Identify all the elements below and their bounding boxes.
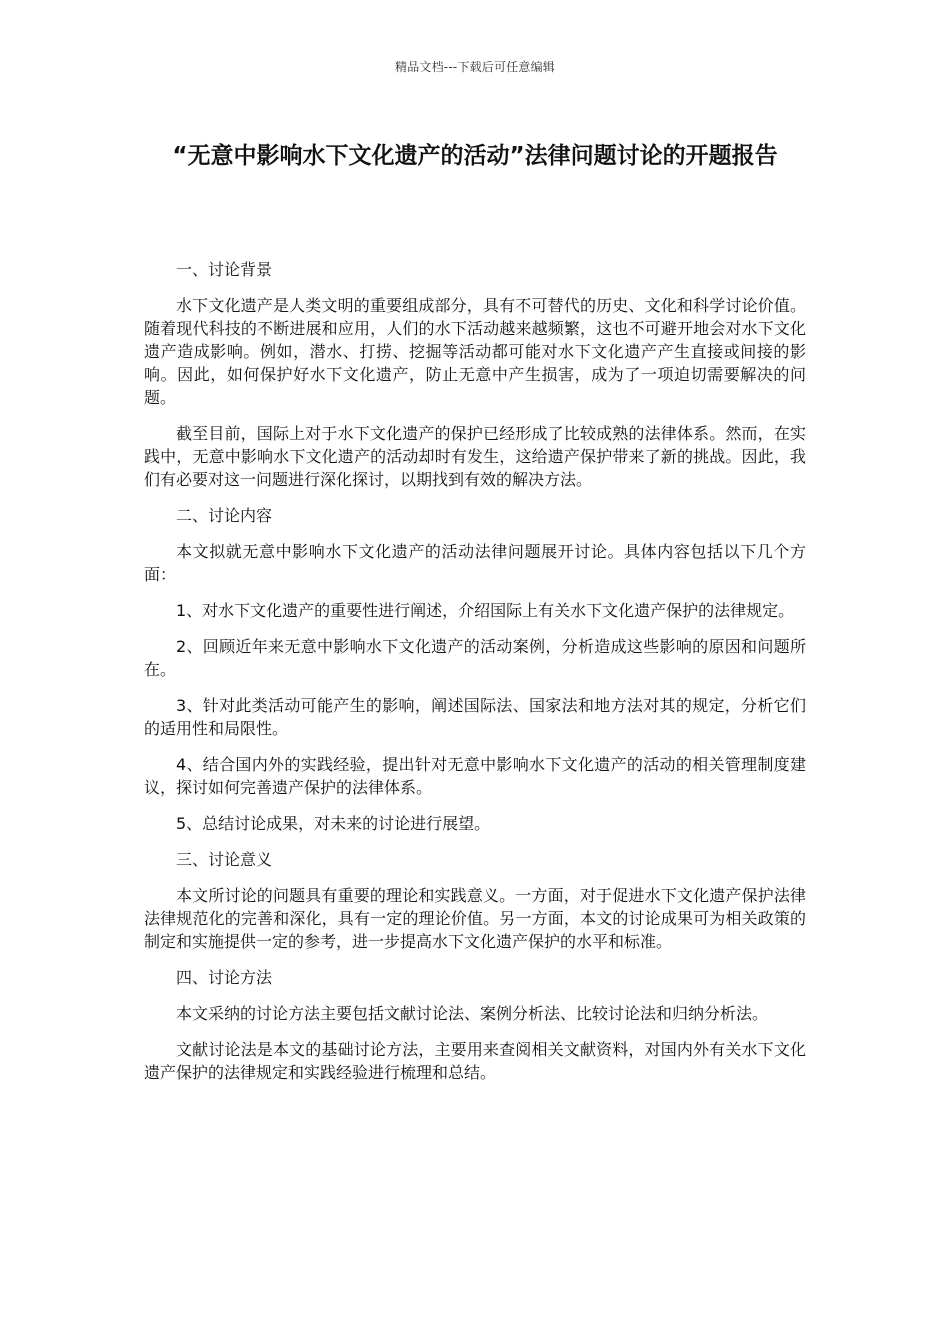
section-heading-significance: 三、讨论意义 xyxy=(176,850,273,869)
paragraph-methods-1: 本文采纳的讨论方法主要包括文献讨论法、案例分析法、比较讨论法和归纳分析法。 xyxy=(176,1004,769,1023)
section-heading-background: 一、讨论背景 xyxy=(176,260,273,279)
header-note: 精品文档---下载后可任意编辑 xyxy=(395,60,555,74)
paragraph-significance: 本文所讨论的问题具有重要的理论和实践意义。一方面，对于促进水下文化遗产保护法律法律规范化的完善和深化，具有一定的理论价值。另一方面，本文的讨论成果可为相关政策的制定和实施提供一定的参考，进一步提高水下文化遗产保护的水平和标准。 xyxy=(144,886,806,951)
list-item-1: 1、对水下文化遗产的重要性进行阐述，介绍国际上有关水下文化遗产保护的法律规定。 xyxy=(176,601,795,620)
section-heading-methods: 四、讨论方法 xyxy=(176,968,273,987)
paragraph-background-2: 截至目前，国际上对于水下文化遗产的保护已经形成了比较成熟的法律体系。然而，在实践中，无意中影响水下文化遗产的活动却时有发生，这给遗产保护带来了新的挑战。因此，我们有必要对这一问题进行深化探讨，以期找到有效的解决方法。 xyxy=(144,424,806,489)
list-item-3: 3、针对此类活动可能产生的影响，阐述国际法、国家法和地方法对其的规定，分析它们的适用性和局限性。 xyxy=(144,696,806,738)
paragraph-methods-2: 文献讨论法是本文的基础讨论方法，主要用来查阅相关文献资料，对国内外有关水下文化遗产保护的法律规定和实践经验进行梳理和总结。 xyxy=(144,1040,806,1082)
paragraph-content-intro: 本文拟就无意中影响水下文化遗产的活动法律问题展开讨论。具体内容包括以下几个方面： xyxy=(144,542,806,584)
document-body xyxy=(144,258,806,1097)
document-title: “无意中影响水下文化遗产的活动”法律问题讨论的开题报告 xyxy=(172,143,778,169)
list-item-4: 4、结合国内外的实践经验，提出针对无意中影响水下文化遗产的活动的相关管理制度建议，探讨如何完善遗产保护的法律体系。 xyxy=(144,755,806,797)
list-item-2: 2、回顾近年来无意中影响水下文化遗产的活动案例，分析造成这些影响的原因和问题所在。 xyxy=(144,637,806,679)
section-heading-content: 二、讨论内容 xyxy=(176,506,273,525)
paragraph-background-1: 水下文化遗产是人类文明的重要组成部分，具有不可替代的历史、文化和科学讨论价值。随着现代科技的不断进展和应用，人们的水下活动越来越频繁，这也不可避开地会对水下文化遗产造成影响。例如，潜水、打捞、挖掘等活动都可能对水下文化遗产产生直接或间接的影响。因此，如何保护好水下文化遗产，防止无意中产生损害，成为了一项迫切需要解决的问题。 xyxy=(144,296,806,407)
list-item-5: 5、总结讨论成果，对未来的讨论进行展望。 xyxy=(176,814,491,833)
